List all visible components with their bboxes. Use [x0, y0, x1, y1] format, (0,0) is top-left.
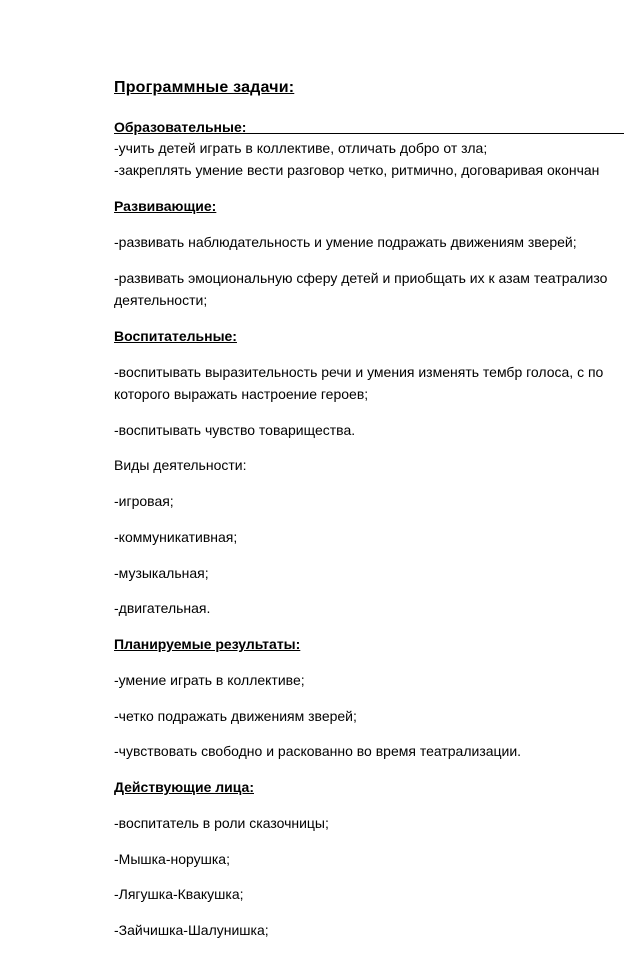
- list-item: -четко подражать движениям зверей;: [114, 708, 357, 724]
- section-heading-activities: Виды деятельности:: [114, 457, 247, 473]
- list-item: -Зайчишка-Шалунишка;: [114, 922, 269, 938]
- list-item: -развивать эмоциональную сферу детей и приобщать их к азам театрализо: [114, 270, 608, 286]
- list-item: -Лягушка-Квакушка;: [114, 886, 244, 902]
- list-item: -чувствовать свободно и раскованно во время театрализации.: [114, 743, 522, 759]
- section-heading-upbringing: Воспитательные:: [114, 328, 237, 344]
- page-title: Программные задачи:: [114, 79, 295, 96]
- section-heading-characters: Действующие лица:: [114, 779, 254, 795]
- list-item: -воспитывать чувство товарищества.: [114, 422, 356, 438]
- section-heading-developing: Развивающие:: [114, 198, 217, 214]
- list-item: деятельности;: [114, 292, 208, 308]
- section-heading-results: Планируемые результаты:: [114, 636, 301, 652]
- section-heading-educational: Образовательные:: [114, 119, 247, 135]
- list-item: -закреплять умение вести разговор четко, ритмично, договаривая окончан: [114, 162, 600, 178]
- list-item: -музыкальная;: [114, 565, 209, 581]
- heading-underline-rule: [244, 133, 624, 134]
- list-item: -умение играть в коллективе;: [114, 672, 305, 688]
- list-item: -учить детей играть в коллективе, отличать добро от зла;: [114, 140, 488, 156]
- list-item: -воспитатель в роли сказочницы;: [114, 815, 329, 831]
- list-item: -Мышка-норушка;: [114, 851, 230, 867]
- list-item: которого выражать настроение героев;: [114, 386, 369, 402]
- list-item: -развивать наблюдательность и умение подражать движениям зверей;: [114, 234, 577, 250]
- list-item: -воспитывать выразительность речи и умения изменять тембр голоса, с по: [114, 364, 604, 380]
- list-item: -коммуникативная;: [114, 529, 238, 545]
- list-item: -игровая;: [114, 493, 174, 509]
- list-item: -двигательная.: [114, 600, 211, 616]
